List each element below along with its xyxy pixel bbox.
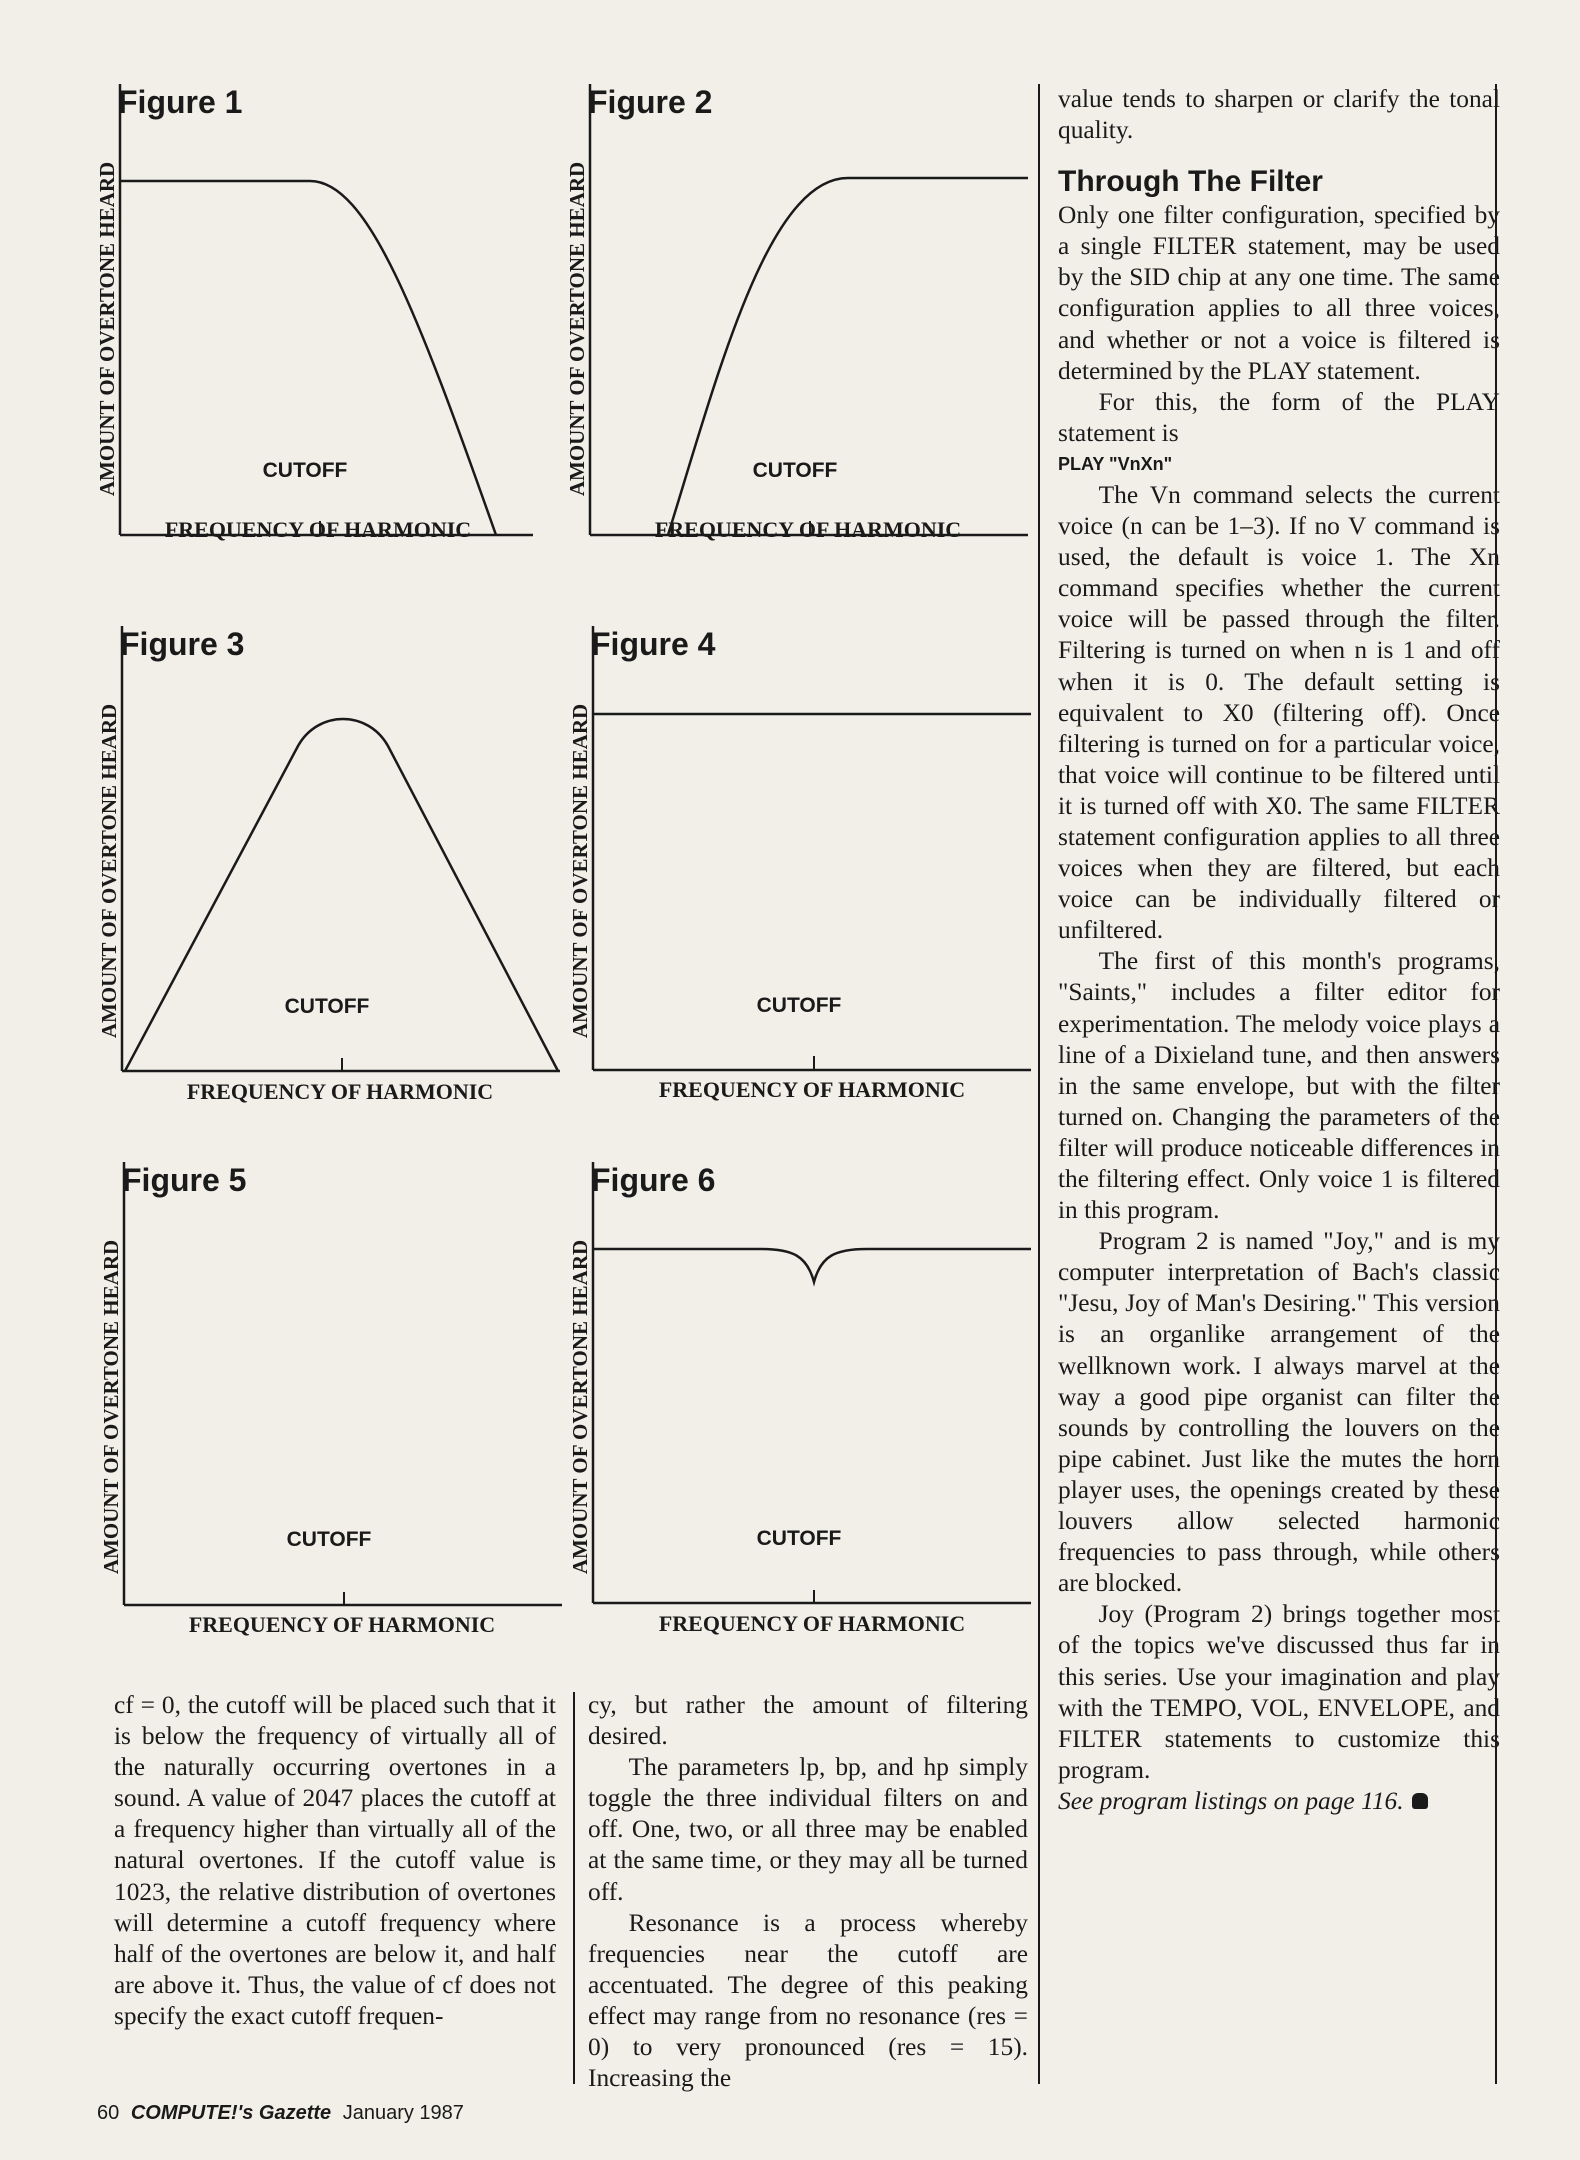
figure-1-graph — [88, 84, 568, 584]
figure-4-graph — [561, 626, 1041, 1126]
section-heading: Through The Filter — [1058, 165, 1323, 199]
end-mark-icon — [1412, 1793, 1428, 1809]
figure-5-graph — [92, 1162, 572, 1662]
figure-4 — [561, 626, 1041, 1126]
paragraph: The parameters lp, bp, and hp simply toggle the three individual filters on and off. One, two, or all three may be enabled at the same time, or they may all be turned off. — [588, 1753, 1028, 1906]
cutoff-label: CUTOFF — [286, 1528, 372, 1551]
cutoff-label: CUTOFF — [262, 459, 348, 482]
paragraph: cy, but rather the amount of filtering desired. — [588, 1691, 1028, 1751]
page-footer — [97, 2102, 464, 2125]
paragraph: For this, the form of the PLAY statement is — [1058, 387, 1500, 447]
figure-1 — [88, 84, 568, 584]
issue-date: January 1987 — [342, 2102, 464, 2124]
cutoff-label: CUTOFF — [284, 995, 370, 1018]
figure-6-graph — [561, 1162, 1041, 1662]
code-line: PLAY "VnXn" — [1058, 453, 1173, 474]
paragraph: Resonance is a process whereby frequencies near the cutoff are accentuated. The degree of this peaking effect may range from no resonance (res = 0) to very pronounced (res = 15). Increasing the — [588, 1908, 1028, 2093]
figure-title: Figure 4 — [591, 626, 716, 662]
x-axis-label: FREQUENCY OF HARMONIC — [654, 517, 962, 542]
figure-title: Figure 1 — [118, 84, 243, 120]
paragraph: Joy (Program 2) brings together most of the topics we've discussed thus far in this series. Use your imagination and play with the TEMPO, VOL, ENVELOPE, and FILTER statements to customize this program. — [1058, 1600, 1500, 1784]
cutoff-label: CUTOFF — [756, 1527, 842, 1550]
column-rule — [1038, 84, 1040, 2084]
page-number: 60 — [97, 2102, 120, 2124]
figure-3 — [90, 626, 570, 1126]
paragraph: cf = 0, the cutoff will be placed such that it is below the frequency of virtually all of the naturally occurring overtones in a sound. A value of 2047 places the cutoff at a frequency higher than virtually all of the natural overtones. If the cutoff value is 1023, the relative distribution of overtones will determine a cutoff frequency where half of the overtones are below it, and half are above it. Thus, the value of cf does not specify the exact cutoff frequen- — [114, 1691, 556, 2030]
y-axis-label: AMOUNT OF OVERTONE HEARD — [565, 161, 589, 497]
x-axis-label: FREQUENCY OF HARMONIC — [658, 1611, 966, 1636]
middle-column — [588, 1690, 1028, 2094]
closing-line — [1058, 1786, 1500, 1817]
figure-2-graph — [558, 84, 1038, 584]
x-axis-label: FREQUENCY OF HARMONIC — [188, 1612, 496, 1637]
paragraph: The Vn command selects the current voice (n can be 1–3). If no V command is used, the default is voice 1. The Xn command specifies whether the current voice will be passed through the filter. Filtering is turned on when n is 1 and off when it is 0. The default setting is equivalent to X0 (filtering off). Once filtering is turned on for a particular voice, that voice will continue to be filtered until it is turned off with X0. The same FILTER statement configuration applies to all three voices when they are filtered, but each voice can be individually filtered or unfiltered. — [1058, 480, 1500, 945]
left-column — [114, 1690, 556, 2032]
response-curve — [593, 1249, 1031, 1282]
paragraph: value tends to sharpen or clarify the tonal quality. — [1058, 85, 1500, 145]
y-axis-label: AMOUNT OF OVERTONE HEARD — [95, 161, 119, 497]
figure-title: Figure 2 — [588, 84, 713, 120]
closing-text: See program listings on page 116. — [1058, 1786, 1404, 1815]
cutoff-label: CUTOFF — [756, 994, 842, 1017]
column-rule — [573, 1692, 575, 2084]
x-axis-label: FREQUENCY OF HARMONIC — [186, 1079, 494, 1104]
figure-title: Figure 5 — [122, 1162, 247, 1198]
y-axis-label: AMOUNT OF OVERTONE HEARD — [568, 1239, 592, 1575]
y-axis-label: AMOUNT OF OVERTONE HEARD — [97, 703, 121, 1039]
paragraph: Program 2 is named "Joy," and is my computer interpretation of Bach's classic "Jesu, Joy of Man's Desiring." This version is an organlike arrangement of the wellknown work. I always marvel at the way a good pipe organist can filter the sounds by controlling the louvers on the pipe cabinet. Just like the mutes the horn player uses, the openings created by these louvers allow selected harmonic frequencies to pass through, while others are blocked. — [1058, 1227, 1500, 1598]
figure-3-graph — [90, 626, 570, 1126]
figure-title: Figure 3 — [120, 626, 245, 662]
x-axis-label: FREQUENCY OF HARMONIC — [658, 1077, 966, 1102]
figure-title: Figure 6 — [591, 1162, 716, 1198]
figure-5 — [92, 1162, 572, 1662]
paragraph: The first of this month's programs, "Saints," includes a filter editor for experimentation. The melody voice plays a line of a Dixieland tune, and then answers in the same envelope, but with the filter turned on. Changing the parameters of the filter will produce noticeable differences in the filtering effect. Only voice 1 is filtered in this program. — [1058, 947, 1500, 1225]
x-axis-label: FREQUENCY OF HARMONIC — [164, 517, 472, 542]
publication-name: COMPUTE!'s Gazette — [130, 2102, 332, 2124]
cutoff-label: CUTOFF — [752, 459, 838, 482]
y-axis-label: AMOUNT OF OVERTONE HEARD — [99, 1239, 123, 1575]
figure-2 — [558, 84, 1038, 584]
right-column — [1058, 84, 1500, 1817]
paragraph: Only one filter configuration, specified by a single FILTER statement, may be used by the SID chip at any one time. The same configuration applies to all three voices, and whether or not a voice is filtered is determined by the PLAY statement. — [1058, 201, 1500, 385]
y-axis-label: AMOUNT OF OVERTONE HEARD — [568, 703, 592, 1039]
figure-6 — [561, 1162, 1041, 1662]
